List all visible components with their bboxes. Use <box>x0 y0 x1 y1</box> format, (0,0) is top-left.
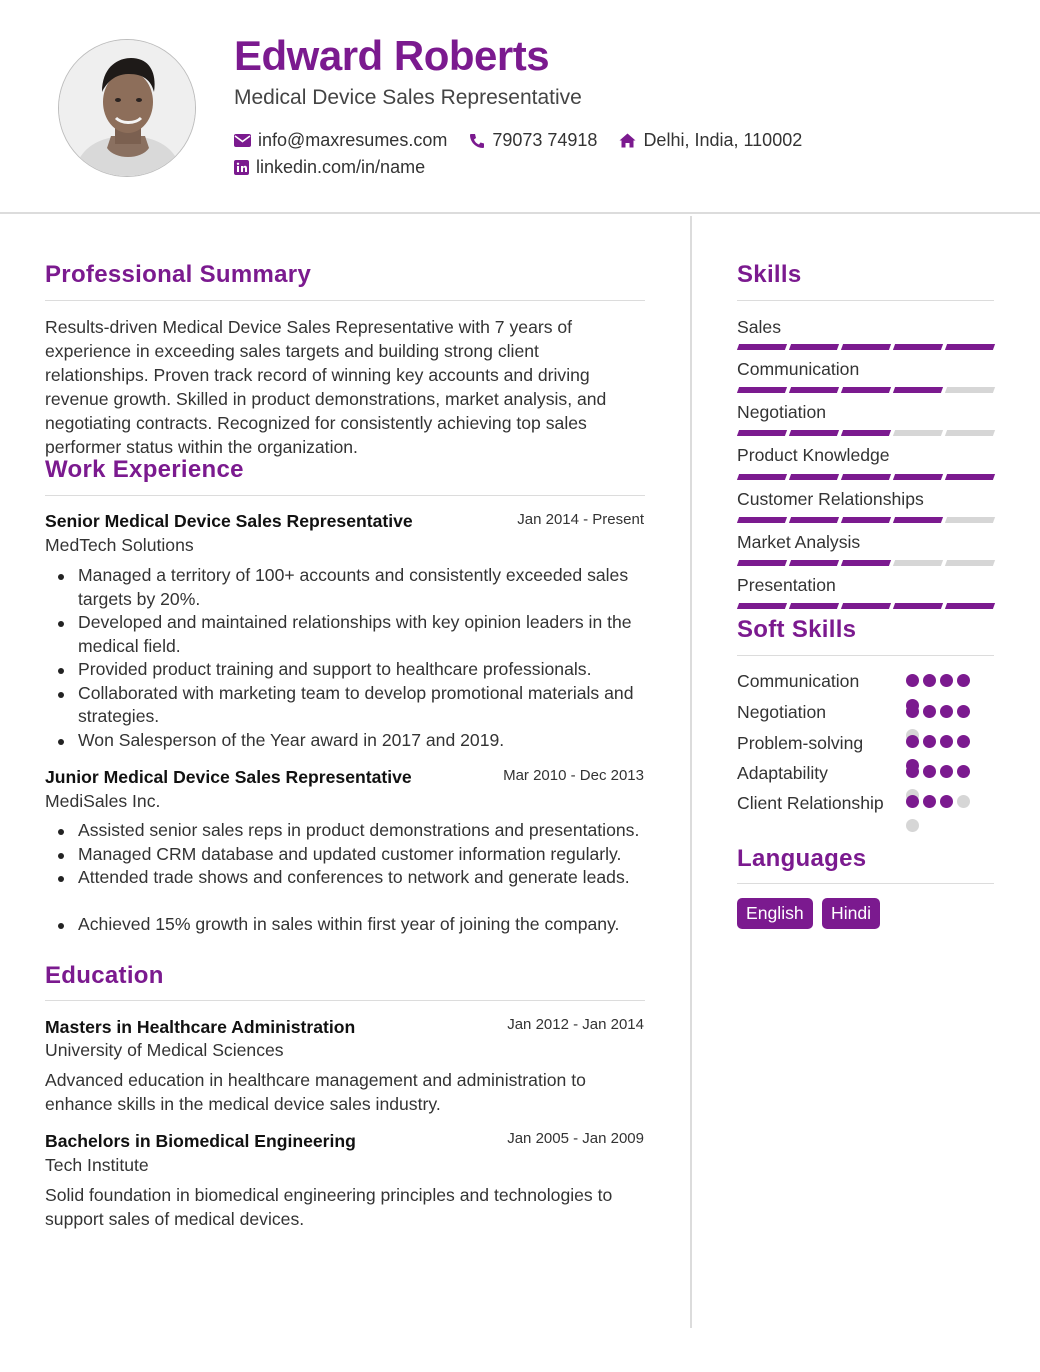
rating-dot <box>906 819 919 832</box>
skill-segment <box>893 560 943 566</box>
skill-level-bar <box>738 430 994 436</box>
skill-segment <box>945 560 995 566</box>
skill-segment <box>893 603 943 609</box>
skill-segment <box>789 387 839 393</box>
experience-heading: Work Experience <box>45 456 244 483</box>
skill-level-bar <box>738 387 994 393</box>
list-item: Achieved 15% growth in sales within first year of joining the company. <box>45 913 655 937</box>
skills-heading: Skills <box>737 261 802 288</box>
section-divider <box>45 300 645 301</box>
rating-dot <box>923 765 936 778</box>
skill-segment <box>893 344 943 350</box>
location-text: Delhi, India, 110002 <box>643 130 803 150</box>
list-item: Attended trade shows and conferences to network and generate leads. <box>45 866 655 890</box>
list-item: Assisted senior sales reps in product demonstrations and presentations. <box>45 819 655 843</box>
rating-dot <box>957 705 970 718</box>
job-company: MedTech Solutions <box>45 535 194 555</box>
contact-email[interactable] <box>234 130 447 151</box>
skill-segment <box>945 474 995 480</box>
soft-skill-dots <box>906 705 970 718</box>
skill-segment <box>737 474 787 480</box>
languages-heading: Languages <box>737 845 867 872</box>
skill-segment <box>945 387 995 393</box>
section-divider <box>737 883 994 884</box>
list-item: Developed and maintained relationships with key opinion leaders in the medical field. <box>45 611 655 658</box>
rating-dot <box>957 735 970 748</box>
job-date: Jan 2014 - Present <box>517 511 644 528</box>
rating-dot <box>940 795 953 808</box>
soft-skill-dots <box>906 674 970 687</box>
degree-title: Bachelors in Biomedical Engineering <box>45 1131 356 1151</box>
language-badge: Hindi <box>822 898 880 929</box>
list-item: Managed CRM database and updated customer information regularly. <box>45 843 655 867</box>
skill-name: Presentation <box>737 575 836 595</box>
rating-dot <box>957 795 970 808</box>
skill-segment <box>789 603 839 609</box>
contact-row <box>234 130 824 151</box>
soft-skill-dots <box>906 765 970 778</box>
soft-skill-dots <box>906 795 970 808</box>
skill-name: Market Analysis <box>737 532 861 552</box>
soft-skill-name: Communication <box>737 671 860 691</box>
home-icon <box>619 133 636 148</box>
avatar-portrait-icon <box>59 40 196 177</box>
skill-segment <box>893 474 943 480</box>
soft-skill-name: Adaptability <box>737 763 828 783</box>
job-bullets <box>45 564 655 752</box>
phone-text: 79073 74918 <box>492 130 598 150</box>
skill-segment <box>945 603 995 609</box>
skill-segment <box>841 517 891 523</box>
skill-level-bar <box>738 517 994 523</box>
section-divider <box>737 300 994 301</box>
skill-level-bar <box>738 603 994 609</box>
rating-dot <box>923 705 936 718</box>
list-item: Provided product training and support to healthcare professionals. <box>45 658 655 682</box>
skill-segment <box>893 517 943 523</box>
rating-dot <box>906 705 919 718</box>
school-name: Tech Institute <box>45 1155 149 1175</box>
rating-dot <box>923 795 936 808</box>
skill-segment <box>789 474 839 480</box>
rating-dot <box>923 735 936 748</box>
skill-segment <box>737 430 787 436</box>
soft-skill-dots <box>906 735 970 748</box>
skill-segment <box>789 430 839 436</box>
skill-level-bar <box>738 474 994 480</box>
skill-segment <box>945 344 995 350</box>
job-bullets <box>45 819 655 937</box>
list-item: Won Salesperson of the Year award in 2017 and 2019. <box>45 729 655 753</box>
rating-dot <box>923 674 936 687</box>
rating-dot <box>940 674 953 687</box>
skill-name: Product Knowledge <box>737 445 890 465</box>
email-text: info@maxresumes.com <box>258 130 448 150</box>
section-divider <box>737 655 994 656</box>
skill-segment <box>893 430 943 436</box>
contact-location <box>619 130 802 151</box>
resume-header <box>0 0 1040 214</box>
skill-segment <box>841 344 891 350</box>
section-divider <box>45 1000 645 1001</box>
rating-dot <box>906 735 919 748</box>
envelope-icon <box>234 134 251 147</box>
degree-description: Solid foundation in biomedical engineering principles and technologies to support sales of medical devices. <box>45 1185 613 1229</box>
candidate-title: Medical Device Sales Representative <box>234 86 582 109</box>
contact-row-2 <box>234 157 447 178</box>
skill-segment <box>841 387 891 393</box>
degree-description: Advanced education in healthcare management and administration to enhance skills in the medical device sales industry. <box>45 1070 586 1114</box>
rating-dot <box>906 674 919 687</box>
skill-segment <box>737 344 787 350</box>
summary-heading: Professional Summary <box>45 261 312 288</box>
degree-title: Masters in Healthcare Administration <box>45 1017 356 1037</box>
skill-segment <box>737 517 787 523</box>
skill-name: Customer Relationships <box>737 489 924 509</box>
phone-icon <box>469 133 485 149</box>
list-item: Managed a territory of 100+ accounts and consistently exceeded sales targets by 20%. <box>45 564 655 611</box>
skill-segment <box>841 560 891 566</box>
education-heading: Education <box>45 962 164 989</box>
section-divider <box>45 495 645 496</box>
summary-text: Results-driven Medical Device Sales Representative with 7 years of experience in exceeding sales targets and building strong client relationships. Proven track record of winning key accounts and driving revenue growth. Skilled in product demonstrations, market analysis, and negotiating contracts. Recognized for consistently achieving top sales performer status within the organization. <box>45 317 607 457</box>
rating-dot <box>940 765 953 778</box>
job-company: MediSales Inc. <box>45 791 161 811</box>
skill-segment <box>737 387 787 393</box>
rating-dot <box>940 705 953 718</box>
job-title: Senior Medical Device Sales Representative <box>45 511 413 531</box>
skill-level-bar <box>738 560 994 566</box>
rating-dot <box>906 795 919 808</box>
skill-segment <box>789 560 839 566</box>
degree-date: Jan 2005 - Jan 2009 <box>507 1130 644 1147</box>
language-badge: English <box>737 898 813 929</box>
rating-dot <box>940 735 953 748</box>
skill-name: Negotiation <box>737 402 827 422</box>
soft-skill-name: Client Relationship <box>737 793 884 813</box>
skill-segment <box>841 430 891 436</box>
skill-segment <box>893 387 943 393</box>
candidate-name: Edward Roberts <box>234 32 550 79</box>
skill-level-bar <box>738 344 994 350</box>
linkedin-text: linkedin.com/in/name <box>256 157 426 177</box>
skill-name: Communication <box>737 359 860 379</box>
skill-segment <box>737 603 787 609</box>
rating-dot <box>957 674 970 687</box>
contact-linkedin[interactable] <box>234 157 425 178</box>
skill-segment <box>841 474 891 480</box>
school-name: University of Medical Sciences <box>45 1040 284 1060</box>
list-item: Collaborated with marketing team to develop promotional materials and strategies. <box>45 682 655 729</box>
skill-segment <box>841 603 891 609</box>
contact-phone[interactable] <box>469 130 597 151</box>
skill-name: Sales <box>737 317 782 337</box>
soft-skill-name: Negotiation <box>737 702 827 722</box>
job-date: Mar 2010 - Dec 2013 <box>503 767 644 784</box>
job-title: Junior Medical Device Sales Representative <box>45 767 412 787</box>
linkedin-icon <box>234 160 249 175</box>
skill-segment <box>945 430 995 436</box>
rating-dot <box>957 765 970 778</box>
soft-skills-heading: Soft Skills <box>737 616 857 643</box>
skill-segment <box>789 517 839 523</box>
rating-dot <box>906 765 919 778</box>
skill-segment <box>737 560 787 566</box>
skill-segment <box>789 344 839 350</box>
soft-skill-name: Problem-solving <box>737 733 864 753</box>
column-divider <box>690 216 692 1328</box>
degree-date: Jan 2012 - Jan 2014 <box>507 1016 644 1033</box>
skill-segment <box>945 517 995 523</box>
profile-photo <box>58 39 196 177</box>
